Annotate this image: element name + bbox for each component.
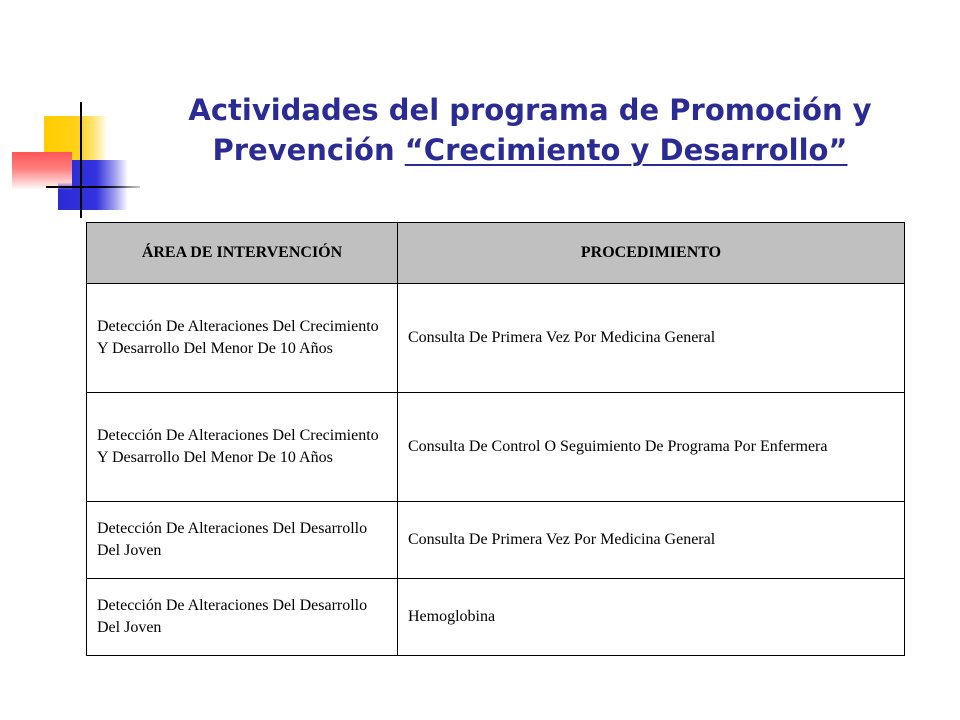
logo-red-square — [12, 152, 72, 190]
header-procedimiento: PROCEDIMIENTO — [398, 223, 905, 284]
table-row — [87, 579, 905, 656]
slide-logo — [0, 0, 140, 220]
logo-vertical-line — [80, 102, 82, 218]
logo-horizontal-line — [46, 186, 140, 188]
table-row — [87, 284, 905, 393]
cell-area: Detección De Alteraciones Del Crecimiento Y Desarrollo Del Menor De 10 Años — [87, 284, 398, 393]
cell-procedimiento: Consulta De Primera Vez Por Medicina General — [398, 284, 905, 393]
table-row — [87, 502, 905, 579]
activities-table-container — [86, 222, 904, 656]
cell-procedimiento: Hemoglobina — [398, 579, 905, 656]
cell-procedimiento: Consulta De Control O Seguimiento De Programa Por Enfermera — [398, 393, 905, 502]
cell-area: Detección De Alteraciones Del Crecimiento Y Desarrollo Del Menor De 10 Años — [87, 393, 398, 502]
cell-area: Detección De Alteraciones Del Desarrollo Del Joven — [87, 579, 398, 656]
slide-title — [150, 90, 910, 170]
table-row — [87, 393, 905, 502]
cell-procedimiento: Consulta De Primera Vez Por Medicina General — [398, 502, 905, 579]
activities-table — [86, 222, 905, 656]
title-line-2-prefix: Prevención — [212, 133, 405, 167]
title-line-2 — [150, 130, 910, 170]
title-underlined-text: “Crecimiento y Desarrollo” — [404, 133, 848, 167]
cell-area: Detección De Alteraciones Del Desarrollo Del Joven — [87, 502, 398, 579]
table-header-row — [87, 223, 905, 284]
title-line-1: Actividades del programa de Promoción y — [188, 93, 872, 127]
header-area: ÁREA DE INTERVENCIÓN — [87, 223, 398, 284]
